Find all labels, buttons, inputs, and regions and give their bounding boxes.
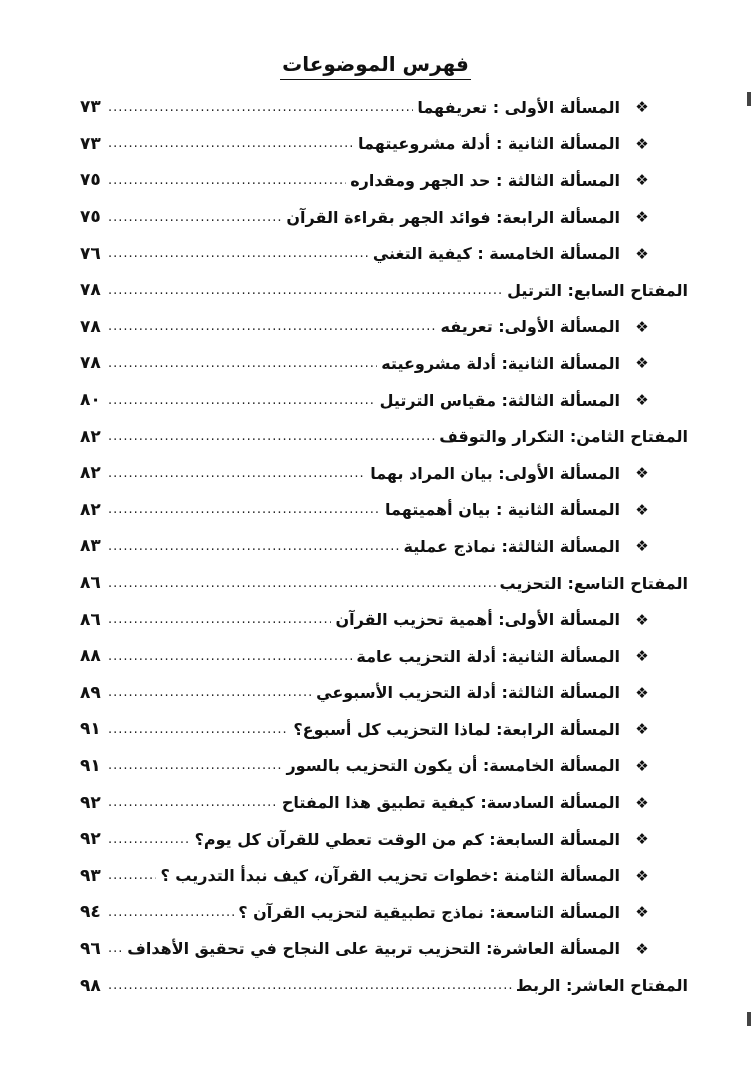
toc-entry-label: المسألة التاسعة: نماذج تطبيقية لتحزيب القرآن ؟ [238, 902, 620, 922]
toc-entry-row [80, 931, 652, 968]
toc-page-number: ٨٢ [80, 463, 101, 484]
toc-page-number: ٨٦ [80, 609, 101, 630]
diamond-bullet-icon: ❖ [635, 317, 649, 336]
toc-chapter-row [80, 565, 688, 602]
diamond-bullet-icon: ❖ [635, 98, 649, 117]
toc-entry-row [80, 711, 652, 748]
diamond-bullet-icon: ❖ [635, 830, 649, 849]
dot-leader [106, 941, 123, 956]
toc-page-number: ٧٥ [80, 207, 101, 228]
toc-entry-row [80, 492, 652, 529]
toc-page-number: ٩٢ [80, 792, 101, 813]
diamond-bullet-icon: ❖ [635, 903, 649, 922]
toc-page-number: ٧٨ [80, 316, 101, 337]
toc-entry-row [80, 528, 652, 565]
toc-page-number: ٨٠ [80, 390, 101, 411]
toc-entry-row [80, 894, 652, 931]
dot-leader [106, 210, 282, 225]
diamond-bullet-icon: ❖ [635, 500, 649, 519]
diamond-bullet-icon: ❖ [635, 720, 649, 739]
diamond-bullet-icon: ❖ [635, 939, 649, 958]
toc-page-number: ٩١ [80, 755, 101, 776]
diamond-bullet-icon: ❖ [635, 134, 649, 153]
page-title-text: فهرس الموضوعات [280, 52, 471, 80]
margin-mark [747, 1012, 751, 1026]
margin-mark [747, 92, 751, 106]
toc-entry-row [80, 601, 652, 638]
dot-leader [106, 173, 346, 188]
toc-page-number: ٧٣ [80, 133, 101, 154]
toc-entry-row [80, 382, 652, 419]
toc-page-number: ٩١ [80, 719, 101, 740]
dot-leader [106, 502, 381, 517]
toc-chapter-row [80, 418, 688, 455]
diamond-bullet-icon: ❖ [635, 464, 649, 483]
toc-page-number: ٧٨ [80, 280, 101, 301]
toc-entry-row [80, 455, 652, 492]
toc-entry-label: المسألة الثالثة: نماذج عملية [403, 536, 620, 556]
dot-leader [106, 356, 377, 371]
diamond-bullet-icon: ❖ [635, 683, 649, 702]
toc-entry-row [80, 821, 652, 858]
toc-entry-row [80, 235, 652, 272]
dot-leader [106, 539, 399, 554]
toc-chapter-row [80, 967, 688, 1004]
toc-page-number: ٨٦ [80, 573, 101, 594]
diamond-bullet-icon: ❖ [635, 244, 649, 263]
toc-entry-label: المسألة الرابعة: فوائد الجهر بقراءة القرآن [286, 207, 620, 227]
toc-entry-label: المسألة الرابعة: لماذا التحزيب كل أسبوع؟ [293, 719, 620, 739]
diamond-bullet-icon: ❖ [635, 537, 649, 556]
toc-entry-label: المفتاح العاشر: الربط [515, 976, 688, 996]
toc-page-number: ٧٦ [80, 243, 101, 264]
toc-entry-row [80, 345, 652, 382]
dot-leader [106, 795, 278, 810]
dot-leader [106, 612, 331, 627]
diamond-bullet-icon: ❖ [635, 866, 649, 885]
dot-leader [106, 649, 352, 664]
toc-page-number: ٨٢ [80, 499, 101, 520]
toc-entry-label: المسألة الأولى: أهمية تحزيب القرآن [335, 610, 620, 630]
toc-page-number: ٧٥ [80, 170, 101, 191]
dot-leader [106, 685, 312, 700]
toc-entry-label: المسألة السادسة: كيفية تطبيق هذا المفتاح [281, 793, 620, 813]
toc-entry-label: المسألة الأولى : تعريفهما [417, 97, 620, 117]
toc-entry-row [80, 638, 652, 675]
dot-leader [106, 319, 436, 334]
dot-leader [106, 393, 376, 408]
toc-chapter-row [80, 272, 688, 309]
toc-entry-row [80, 675, 652, 712]
dot-leader [106, 576, 496, 591]
dot-leader [106, 283, 503, 298]
toc-page-number: ٧٨ [80, 353, 101, 374]
table-of-contents [80, 89, 688, 1004]
dot-leader [106, 758, 282, 773]
toc-page-number: ٨٨ [80, 646, 101, 667]
diamond-bullet-icon: ❖ [635, 793, 649, 812]
toc-entry-row [80, 89, 652, 126]
diamond-bullet-icon: ❖ [635, 647, 649, 666]
toc-entry-label: المفتاح الثامن: التكرار والتوقف [439, 427, 688, 447]
toc-page-number: ٩٣ [80, 865, 101, 886]
toc-page-number: ٨٢ [80, 426, 101, 447]
toc-page-number: ٩٢ [80, 829, 101, 850]
dot-leader [106, 100, 413, 115]
toc-page-number: ٩٦ [80, 938, 101, 959]
dot-leader [106, 466, 366, 481]
toc-entry-label: المفتاح السابع: الترتيل [507, 280, 688, 300]
page-title [0, 52, 751, 76]
toc-page-number: ٨٩ [80, 682, 101, 703]
dot-leader [106, 429, 435, 444]
toc-entry-label: المسألة العاشرة: التحزيب تربية على النجاح في تحقيق الأهداف [127, 939, 620, 959]
toc-page-number: ٨٣ [80, 536, 101, 557]
toc-entry-label: المسألة الخامسة : كيفية التغني [372, 244, 620, 264]
toc-entry-label: المسألة الثانية: أدلة التحزيب عامة [356, 646, 620, 666]
dot-leader [106, 978, 512, 993]
toc-entry-label: المسألة الثالثة : حد الجهر ومقداره [350, 170, 620, 190]
toc-entry-label: المسألة الثانية : أدلة مشروعيتهما [358, 134, 620, 154]
toc-entry-row [80, 126, 652, 163]
toc-entry-row [80, 162, 652, 199]
dot-leader [106, 136, 354, 151]
dot-leader [106, 905, 234, 920]
toc-entry-row [80, 748, 652, 785]
dot-leader [106, 722, 289, 737]
toc-page-number: ٩٨ [80, 975, 101, 996]
toc-entry-label: المفتاح التاسع: التحزيب [499, 573, 688, 593]
dot-leader [106, 246, 369, 261]
diamond-bullet-icon: ❖ [635, 756, 649, 775]
toc-entry-label: المسألة الأولى: بيان المراد بهما [370, 463, 620, 483]
toc-entry-label: المسألة السابعة: كم من الوقت تعطي للقرآن كل يوم؟ [194, 829, 620, 849]
toc-entry-label: المسألة الثانية : بيان أهميتهما [384, 500, 620, 520]
diamond-bullet-icon: ❖ [635, 171, 649, 190]
toc-page-number: ٧٣ [80, 97, 101, 118]
toc-entry-label: المسألة الثالثة: أدلة التحزيب الأسبوعي [316, 683, 620, 703]
toc-entry-label: المسألة الخامسة: أن يكون التحزيب بالسور [286, 756, 620, 776]
dot-leader [106, 868, 156, 883]
toc-entry-row [80, 199, 652, 236]
toc-entry-label: المسألة الثامنة :خطوات تحزيب القرآن، كيف نبدأ التدريب ؟ [160, 866, 620, 886]
diamond-bullet-icon: ❖ [635, 391, 649, 410]
dot-leader [106, 832, 191, 847]
toc-entry-label: المسألة الثانية: أدلة مشروعيته [381, 353, 620, 373]
diamond-bullet-icon: ❖ [635, 208, 649, 227]
diamond-bullet-icon: ❖ [635, 610, 649, 629]
toc-entry-row [80, 784, 652, 821]
toc-entry-label: المسألة الثالثة: مقياس الترتيل [379, 390, 620, 410]
toc-entry-row [80, 857, 652, 894]
toc-page-number: ٩٤ [80, 902, 101, 923]
toc-entry-row [80, 309, 652, 346]
toc-entry-label: المسألة الأولى: تعريفه [440, 317, 620, 337]
diamond-bullet-icon: ❖ [635, 354, 649, 373]
